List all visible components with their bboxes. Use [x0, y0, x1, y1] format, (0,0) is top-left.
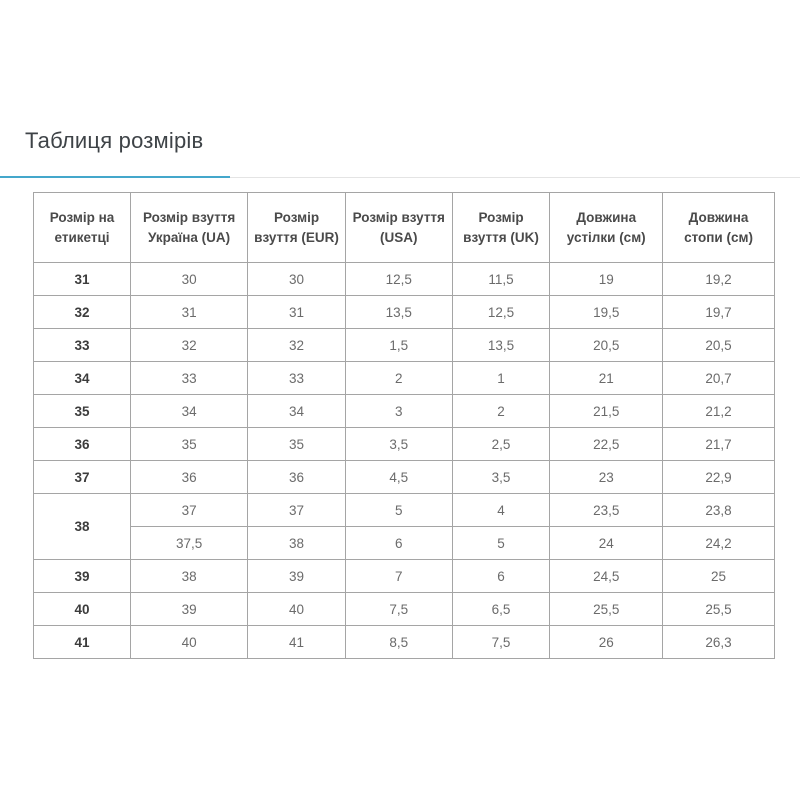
- table-cell: 3: [345, 395, 452, 428]
- table-cell: 21: [550, 362, 663, 395]
- row-label: 37: [34, 461, 131, 494]
- table-cell: 6,5: [452, 593, 550, 626]
- column-header: Розмір на етикетці: [34, 193, 131, 263]
- table-row: [34, 296, 775, 329]
- table-cell: 13,5: [452, 329, 550, 362]
- table-row: [34, 362, 775, 395]
- table-cell: 34: [131, 395, 248, 428]
- table-cell: 7: [345, 560, 452, 593]
- table-cell: 12,5: [345, 263, 452, 296]
- table-cell: 6: [345, 527, 452, 560]
- table-cell: 6: [452, 560, 550, 593]
- table-cell: 5: [345, 494, 452, 527]
- table-cell: 19: [550, 263, 663, 296]
- table-row: [34, 428, 775, 461]
- row-label: 35: [34, 395, 131, 428]
- table-cell: 31: [248, 296, 346, 329]
- column-header: Розмір взуття (UK): [452, 193, 550, 263]
- size-chart-tab-header: [0, 128, 800, 178]
- table-cell: 39: [131, 593, 248, 626]
- table-row: [34, 527, 775, 560]
- table-cell: 33: [248, 362, 346, 395]
- table-cell: 19,2: [663, 263, 775, 296]
- table-cell: 3,5: [345, 428, 452, 461]
- table-cell: 38: [131, 560, 248, 593]
- table-cell: 2: [452, 395, 550, 428]
- column-header: Довжина стопи (см): [663, 193, 775, 263]
- column-header: Розмір взуття Україна (UA): [131, 193, 248, 263]
- table-cell: 37: [131, 494, 248, 527]
- table-cell: 7,5: [345, 593, 452, 626]
- table-cell: 32: [248, 329, 346, 362]
- table-cell: 1,5: [345, 329, 452, 362]
- table-cell: 23,8: [663, 494, 775, 527]
- table-cell: 39: [248, 560, 346, 593]
- table-cell: 40: [248, 593, 346, 626]
- table-cell: 21,7: [663, 428, 775, 461]
- row-label: 41: [34, 626, 131, 659]
- table-cell: 26,3: [663, 626, 775, 659]
- table-cell: 19,7: [663, 296, 775, 329]
- table-cell: 35: [131, 428, 248, 461]
- row-label: 39: [34, 560, 131, 593]
- table-row: [34, 461, 775, 494]
- table-cell: 1: [452, 362, 550, 395]
- row-label: 36: [34, 428, 131, 461]
- table-cell: 2: [345, 362, 452, 395]
- table-cell: 37: [248, 494, 346, 527]
- column-header: Розмір взуття (USA): [345, 193, 452, 263]
- table-cell: 40: [131, 626, 248, 659]
- table-cell: 22,9: [663, 461, 775, 494]
- table-row: [34, 329, 775, 362]
- table-cell: 38: [248, 527, 346, 560]
- table-row: [34, 560, 775, 593]
- table-cell: 41: [248, 626, 346, 659]
- table-cell: 19,5: [550, 296, 663, 329]
- table-row: [34, 494, 775, 527]
- table-cell: 20,5: [663, 329, 775, 362]
- table-cell: 34: [248, 395, 346, 428]
- table-cell: 25: [663, 560, 775, 593]
- size-table-container: [33, 192, 775, 659]
- size-table-body: [34, 263, 775, 659]
- table-cell: 12,5: [452, 296, 550, 329]
- table-cell: 36: [131, 461, 248, 494]
- row-label: 31: [34, 263, 131, 296]
- table-cell: 32: [131, 329, 248, 362]
- table-cell: 31: [131, 296, 248, 329]
- header-row: [34, 193, 775, 263]
- active-tab-underline: [0, 176, 230, 178]
- table-cell: 26: [550, 626, 663, 659]
- row-label: 34: [34, 362, 131, 395]
- table-cell: 11,5: [452, 263, 550, 296]
- row-label: 38: [34, 494, 131, 560]
- table-cell: 25,5: [663, 593, 775, 626]
- table-cell: 8,5: [345, 626, 452, 659]
- table-row: [34, 626, 775, 659]
- size-table: [33, 192, 775, 659]
- table-cell: 13,5: [345, 296, 452, 329]
- table-row: [34, 263, 775, 296]
- row-label: 40: [34, 593, 131, 626]
- table-cell: 24: [550, 527, 663, 560]
- table-row: [34, 593, 775, 626]
- table-cell: 22,5: [550, 428, 663, 461]
- table-cell: 21,2: [663, 395, 775, 428]
- column-header: Розмір взуття (EUR): [248, 193, 346, 263]
- column-header: Довжина устілки (см): [550, 193, 663, 263]
- table-cell: 4: [452, 494, 550, 527]
- table-cell: 36: [248, 461, 346, 494]
- table-cell: 37,5: [131, 527, 248, 560]
- table-cell: 20,5: [550, 329, 663, 362]
- table-cell: 20,7: [663, 362, 775, 395]
- table-cell: 2,5: [452, 428, 550, 461]
- table-cell: 5: [452, 527, 550, 560]
- tab-size-table[interactable]: Таблиця розмірів: [25, 128, 204, 153]
- table-cell: 21,5: [550, 395, 663, 428]
- row-label: 33: [34, 329, 131, 362]
- tab-divider: [0, 176, 800, 178]
- table-cell: 23,5: [550, 494, 663, 527]
- table-cell: 23: [550, 461, 663, 494]
- table-cell: 24,2: [663, 527, 775, 560]
- table-cell: 30: [131, 263, 248, 296]
- table-cell: 24,5: [550, 560, 663, 593]
- table-cell: 3,5: [452, 461, 550, 494]
- table-cell: 4,5: [345, 461, 452, 494]
- table-cell: 7,5: [452, 626, 550, 659]
- table-cell: 35: [248, 428, 346, 461]
- table-cell: 25,5: [550, 593, 663, 626]
- size-table-head: [34, 193, 775, 263]
- row-label: 32: [34, 296, 131, 329]
- table-cell: 33: [131, 362, 248, 395]
- table-row: [34, 395, 775, 428]
- table-cell: 30: [248, 263, 346, 296]
